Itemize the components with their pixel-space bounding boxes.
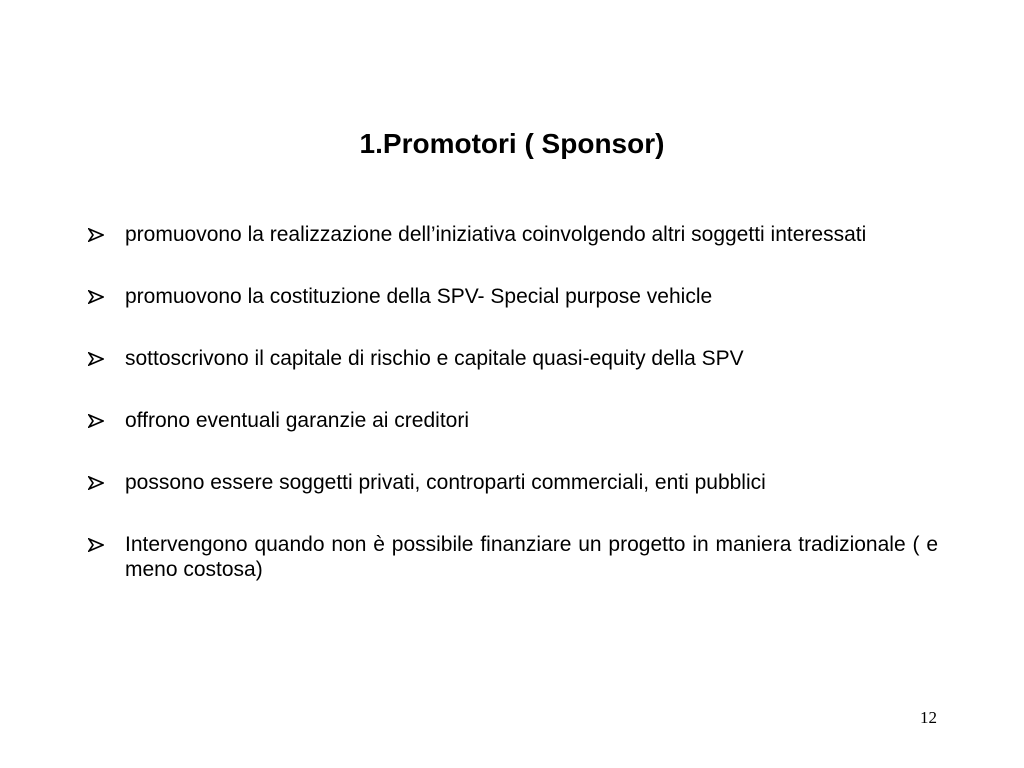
bullet-item <box>88 284 938 309</box>
page-number: 12 <box>920 708 937 727</box>
bullet-text: sottoscrivono il capitale di rischio e capitale quasi-equity della SPV <box>125 347 744 370</box>
bullet-item <box>88 532 938 582</box>
arrowhead-bullet-icon <box>88 538 104 552</box>
arrowhead-bullet-icon <box>88 352 104 366</box>
arrowhead-bullet-icon <box>88 414 104 428</box>
slide-title: 1.Promotori ( Sponsor) <box>359 128 665 159</box>
bullet-list <box>88 222 938 582</box>
bullet-item <box>88 470 938 495</box>
bullet-text: promuovono la realizzazione dell’iniziativa coinvolgendo altri soggetti interessati <box>125 223 867 246</box>
bullet-text: possono essere soggetti privati, controparti commerciali, enti pubblici <box>125 471 766 494</box>
arrowhead-bullet-icon <box>88 228 104 242</box>
bullet-text: Intervengono quando non è possibile finanziare un progetto in maniera tradizionale ( e meno costosa) <box>125 533 938 581</box>
bullet-item <box>88 346 938 371</box>
bullet-item <box>88 222 938 247</box>
bullet-item <box>88 408 938 433</box>
bullet-text: offrono eventuali garanzie ai creditori <box>125 409 469 432</box>
bullet-text: promuovono la costituzione della SPV- Special purpose vehicle <box>125 285 713 308</box>
arrowhead-bullet-icon <box>88 476 104 490</box>
arrowhead-bullet-icon <box>88 290 104 304</box>
